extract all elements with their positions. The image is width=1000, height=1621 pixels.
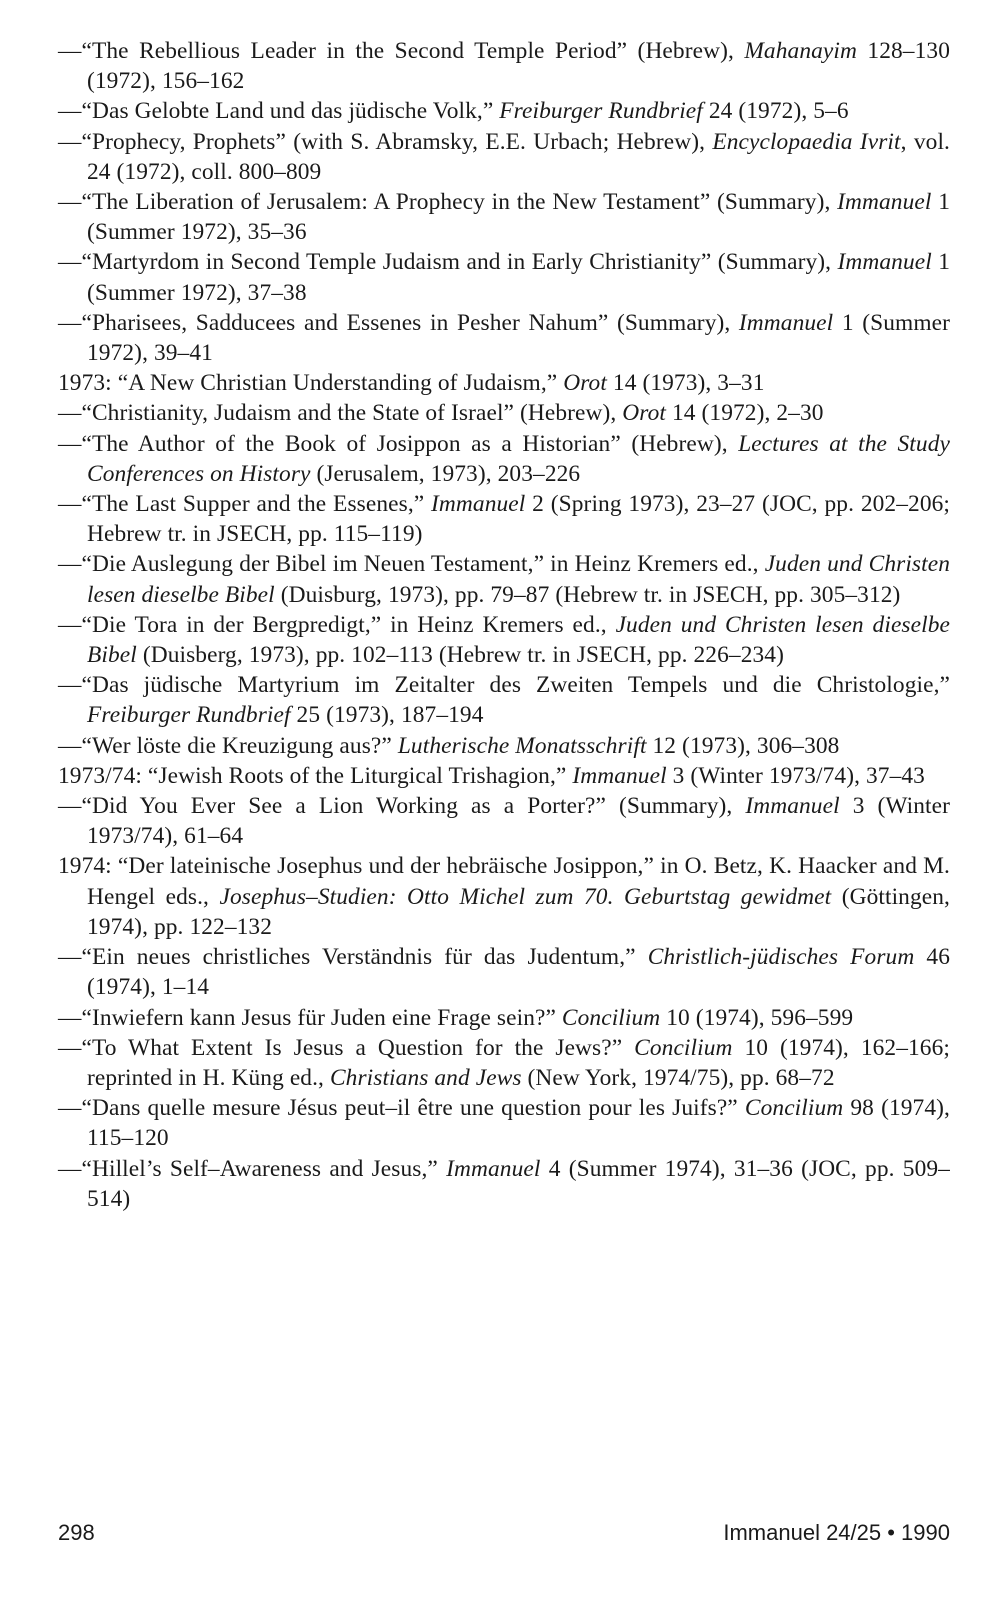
bibliography-entry bbox=[58, 1003, 950, 1033]
publication-title: Lectures at the Study Conferences on History bbox=[87, 430, 950, 487]
entry-text: —“Pharisees, Sadducees and Essenes in Pesher Nahum” (Summary), bbox=[58, 309, 739, 336]
bibliography-entry bbox=[58, 791, 950, 851]
entry-text: 14 (1972), 2–30 bbox=[666, 400, 824, 427]
publication-title: Christians and Jews bbox=[329, 1064, 522, 1091]
entry-text: —“Die Tora in der Bergpredigt,” in Heinz Kremers ed., bbox=[58, 611, 616, 638]
entry-text: —“Ein neues christliches Verständnis für das Judentum,” bbox=[58, 944, 648, 971]
bibliography-entry bbox=[58, 851, 950, 942]
bibliography-entry bbox=[58, 1093, 950, 1153]
publication-title: Immanuel bbox=[745, 793, 840, 820]
publication-title: Concilium bbox=[744, 1095, 844, 1122]
publication-title: Freiburger Rundbrief bbox=[499, 98, 703, 125]
bibliography-entry bbox=[58, 1154, 950, 1214]
bibliography-entry bbox=[58, 610, 950, 670]
bibliography-entry bbox=[58, 670, 950, 730]
publication-title: Immanuel bbox=[738, 309, 834, 336]
bibliography-entry bbox=[58, 308, 950, 368]
publication-title: Freiburger Rundbrief bbox=[87, 702, 291, 729]
page-number: 298 bbox=[58, 1520, 95, 1545]
entry-text: 10 (1974), 596–599 bbox=[660, 1004, 854, 1031]
entry-text: —“Inwiefern kann Jesus für Juden eine Frage sein?” bbox=[58, 1004, 562, 1031]
entry-text: —“To What Extent Is Jesus a Question for the Jews?” bbox=[58, 1034, 635, 1061]
bibliography-entry bbox=[58, 761, 950, 791]
publication-title: Immanuel bbox=[431, 491, 526, 518]
entry-text: —“Did You Ever See a Lion Working as a Porter?” (Summary), bbox=[58, 793, 746, 820]
bibliography-entry bbox=[58, 96, 950, 126]
entry-text: —“The Rebellious Leader in the Second Temple Period” (Hebrew), bbox=[58, 38, 745, 64]
entry-text: 25 (1973), 187–194 bbox=[290, 702, 484, 729]
bibliography-entry bbox=[58, 127, 950, 187]
entry-text: (New York, 1974/75), pp. 68–72 bbox=[521, 1064, 835, 1091]
page-footer bbox=[58, 1520, 950, 1550]
entry-text: (Göttingen, 1974), pp. 122–132 bbox=[87, 883, 950, 940]
publication-title: Juden und Christen lesen dieselbe Bibel bbox=[87, 551, 950, 608]
entry-text: 12 (1973), 306–308 bbox=[646, 732, 840, 759]
publication-title: Josephus–Studien: Otto Michel zum 70. Geburtstag gewidmet bbox=[219, 883, 832, 910]
bibliography-entry bbox=[58, 489, 950, 549]
publication-title: Immanuel bbox=[837, 249, 932, 276]
entry-text: 4 (Summer 1974), 31–36 (JOC, pp. 509–514) bbox=[87, 1155, 950, 1212]
entry-text: (Duisberg, 1973), pp. 102–113 (Hebrew tr. in JSECH, pp. 226–234) bbox=[136, 642, 784, 669]
entry-text: —“Prophecy, Prophets” (with S. Abramsky, E.E. Urbach; Hebrew), bbox=[58, 128, 713, 155]
entry-text: —“Das Gelobte Land und das jüdische Volk,” bbox=[58, 98, 500, 125]
bibliography-entry bbox=[58, 36, 950, 96]
entry-text: 1 (Summer 1972), 39–41 bbox=[87, 309, 950, 367]
entry-text: 46 (1974), 1–14 bbox=[87, 944, 950, 1001]
publication-title: Lutherische Monatsschrift bbox=[397, 732, 647, 759]
publication-title: Orot bbox=[622, 400, 667, 427]
entry-text: 10 (1974), 162–166; reprinted in H. Küng ed., bbox=[87, 1034, 950, 1091]
entry-text: —“Das jüdische Martyrium im Zeitalter des Zweiten Tempels und die Christologie,” bbox=[58, 672, 950, 699]
publication-title: Immanuel bbox=[837, 189, 932, 216]
publication-title: Mahanayim bbox=[744, 38, 857, 64]
publication-title: Concilium bbox=[561, 1004, 661, 1031]
bibliography-list bbox=[58, 36, 950, 1214]
entry-text: 1973: “A New Christian Understanding of Judaism,” bbox=[58, 370, 564, 397]
entry-text: —“Die Auslegung der Bibel im Neuen Testament,” in Heinz Kremers ed., bbox=[58, 551, 765, 578]
entry-text: 1974: “Der lateinische Josephus und der hebräische Josippon,” in O. Betz, K. Haacker and M. Hengel eds., bbox=[58, 853, 950, 910]
entry-text: —“Hillel’s Self–Awareness and Jesus,” bbox=[58, 1155, 447, 1182]
entry-text: 128–130 (1972), 156–162 bbox=[87, 38, 950, 95]
entry-text: 1 (Summer 1972), 35–36 bbox=[87, 189, 950, 246]
bibliography-entry bbox=[58, 731, 950, 761]
bibliography-entry bbox=[58, 942, 950, 1002]
publication-title: Concilium bbox=[634, 1034, 733, 1061]
bibliography-entry bbox=[58, 549, 950, 609]
running-footer: Immanuel 24/25 • 1990 bbox=[723, 1520, 950, 1545]
bibliography-entry bbox=[58, 187, 950, 247]
entry-text: , vol. 24 (1972), coll. 800–809 bbox=[87, 128, 950, 185]
entry-text: —“Dans quelle mesure Jésus peut–il être une question pour les Juifs?” bbox=[58, 1095, 745, 1122]
entry-text: 2 (Spring 1973), 23–27 (JOC, pp. 202–206; Hebrew tr. in JSECH, pp. 115–119) bbox=[87, 491, 951, 548]
entry-text: 98 (1974), 115–120 bbox=[87, 1095, 950, 1152]
entry-text: 3 (Winter 1973/74), 37–43 bbox=[666, 762, 925, 789]
entry-text: —“The Last Supper and the Essenes,” bbox=[58, 491, 432, 518]
bibliography-entry bbox=[58, 247, 950, 307]
publication-title: Immanuel bbox=[446, 1155, 541, 1182]
entry-text: —“Wer löste die Kreuzigung aus?” bbox=[58, 732, 398, 759]
entry-text: (Duisburg, 1973), pp. 79–87 (Hebrew tr. in JSECH, pp. 305–312) bbox=[274, 581, 901, 608]
bibliography-entry bbox=[58, 398, 950, 428]
entry-text: —“Christianity, Judaism and the State of Israel” (Hebrew), bbox=[58, 400, 623, 427]
entry-text: 1 (Summer 1972), 37–38 bbox=[87, 249, 950, 306]
entry-text: 24 (1972), 5–6 bbox=[702, 98, 849, 125]
publication-title: Orot bbox=[563, 370, 607, 397]
entry-text: —“Martyrdom in Second Temple Judaism and in Early Christianity” (Summary), bbox=[58, 249, 838, 276]
entry-text: 14 (1973), 3–31 bbox=[606, 370, 765, 397]
entry-text: 1973/74: “Jewish Roots of the Liturgical Trishagion,” bbox=[58, 762, 573, 789]
entry-text: 3 (Winter 1973/74), 61–64 bbox=[87, 793, 950, 850]
entry-text: —“The Author of the Book of Josippon as a Historian” (Hebrew), bbox=[58, 430, 739, 457]
publication-title: Christlich-jüdisches Forum bbox=[647, 944, 915, 971]
publication-title: Immanuel bbox=[572, 762, 667, 789]
bibliography-entry bbox=[58, 1033, 950, 1093]
publication-title: Encyclopaedia Ivrit bbox=[712, 128, 901, 155]
entry-text: (Jerusalem, 1973), 203–226 bbox=[310, 460, 581, 487]
bibliography-entry bbox=[58, 429, 950, 489]
entry-text: —“The Liberation of Jerusalem: A Prophecy in the New Testament” (Summary), bbox=[58, 189, 838, 216]
bibliography-entry bbox=[58, 368, 950, 398]
publication-title: Juden und Christen lesen dieselbe Bibel bbox=[87, 611, 950, 669]
